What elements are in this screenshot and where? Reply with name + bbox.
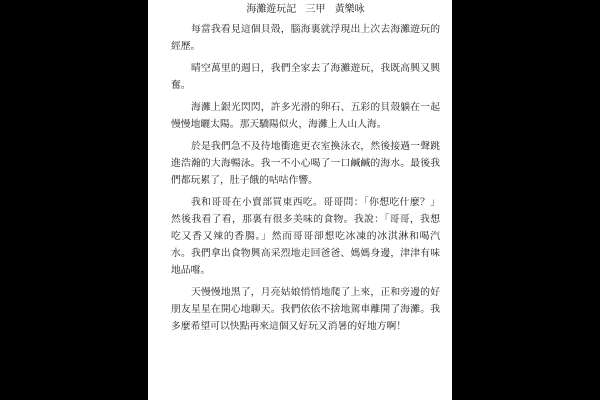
paragraph-1: 每當我看見這個貝殼，腦海裏就浮現出上次去海灘遊玩的經歷。 xyxy=(171,24,440,52)
paragraph-6: 天慢慢地黑了，月亮姑娘悄悄地爬了上來，正和旁邊的好朋友星星在開心地聊天。我們依依不捨地駕車離開了海灘。我多麼希望可以快點再來這個又好玩又消暑的好地方啊！ xyxy=(171,287,440,332)
document-class: 三甲 xyxy=(305,4,326,15)
document-author: 黃樂咏 xyxy=(334,4,365,15)
document-title-line xyxy=(171,3,440,17)
document-page xyxy=(148,0,452,400)
document-title: 海灘遊玩記 xyxy=(246,4,297,15)
paragraph-3: 海灘上銀光閃閃，許多光滑的卵石、五彩的貝殼躺在一起慢慢地曬太陽。那天驕陽似火，海灘上人山人海。 xyxy=(171,102,440,130)
paragraph-2: 晴空萬里的週日，我們全家去了海灘遊玩，我既高興又興奮。 xyxy=(171,63,440,91)
paragraph-5: 我和哥哥在小賣部買東西吃。哥哥問：「你想吃什麼？」然後我看了看，那裏有很多美味的食物。我說：「哥哥，我想吃又香又辣的香腸。」然而哥哥卻想吃冰凍的冰淇淋和喝汽水。我們拿出食物興高采烈地走回爸爸、媽媽身邊，津津有味地品嚐。 xyxy=(171,197,440,276)
paragraph-4: 於是我們急不及待地衝進更衣室換泳衣，然後接過一聲跳進浩瀚的大海暢泳。我一不小心喝了一口鹹鹹的海水。最後我們都玩累了，肚子餓的咕咕作響。 xyxy=(171,141,440,186)
